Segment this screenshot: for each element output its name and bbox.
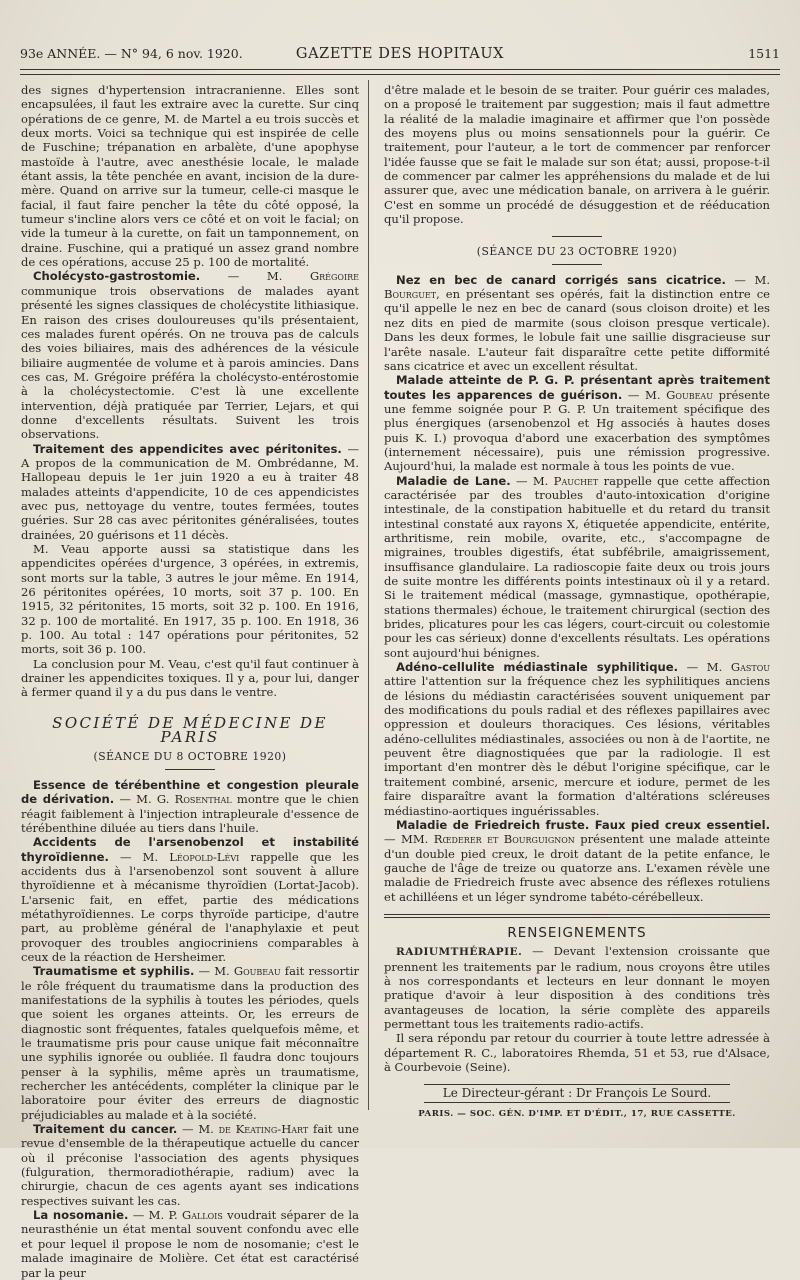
article-adeno-cellulite: Adéno-cellulite médiastinale syphilitique. — M. Gastou attire l'attention sur la fréquence chez les syphilitiques anciens de lésions du médiastin caractérisées souvent uniquement par des modifications du pouls radial et des réflexes papillaires avec oppression et douleurs thoraciques. Ces lésions, véritables adéno-cellulites médiastinales, associées ou non à de l'aortite, ne peuvent être diagnostiquées que par la radiologie. Il est important d'en montrer dès le début l'origine spécifique, car le traitement combiné, arsenic, mercure et iodure, permet de les faire disparaître avant la formation d'altérations scléreuses médiastino-aortiques inguérissables. <box>384 660 770 818</box>
section-rule-thin <box>384 917 770 918</box>
seance-date: (SÉANCE DU 8 OCTOBRE 1920) <box>93 750 287 764</box>
journal-title: GAZETTE DES HOPITAUX <box>295 46 505 62</box>
article-appendicites: Traitement des appendicites avec péritonites. — A propos de la communication de M. Ombrédanne, M. Hallopeau depuis le 1er juin 1920 a eu à traiter 48 malades atteints d'appendicite, 10 de ces appendicistes avec pus, nettoyage du ventre, toutes fermées, toutes guéries. Sur 28 cas avec péritonites généralisées, toutes drainées, 20 guérisons et 11 décès. <box>21 441 359 542</box>
column-divider <box>368 80 369 1110</box>
section-rule <box>552 264 602 265</box>
renseignement-contact: Il sera répondu par retour du courrier à toute lettre adressée à département R. C., laboratoires Rhemda, 51 et 53, rue d'Alsace, à Courbevoie (Seine). <box>384 1031 770 1074</box>
header-rule-thin <box>20 74 780 75</box>
paragraph-continuation: des signes d'hypertension intracranienne. Elles sont encapsulées, il faut les extraire avec la curette. Sur cinq opérations de ce genre, M. de Martel a eu trois succès et deux morts. Voici sa technique qui est inspirée de celle de Fuschine; trépanation en arbalète, d'une apophyse mastoïde à l'autre, avec anesthésie locale, le malade étant assis, la tête penchée en avant, incision de la dure-mère. Quand on arrive sur la tumeur, celle-ci masque le facial, il faut faire pencher la tête du côté opposé, la tumeur s'incline alors vers ce côté et on voit le facial; on vide la tumeur à la curette, on fait un tamponnement, on draine. Fuschine, qui a pratiqué un assez grand nombre de ces opérations, accuse 25 p. 100 de mortalité. <box>21 83 359 270</box>
article-nez: Nez en bec de canard corrigés sans cicatrice. — M. Bourguet, en présentant ses opérés, fait la distinction entre ce qu'il appelle le nez en bec de canard (sous cloison droite) et les nez dits en pied de marmite (sous cloison presque verticale). Dans les deux formes, le lobule fait une saillie disgracieuse sur l'arête nasale. L'auteur fait disparaître cette petite difformité sans cicatrice et avec un excellent résultat. <box>384 272 770 373</box>
article-nosomanie: La nosomanie. — M. P. Gallois voudrait séparer de la neurasthénie un état mental souvent confondu avec elle et pour lequel il propose le nom de nosomanie; c'est le malade imaginaire de Molière. Cet état est caractérisé par la peur <box>21 1208 359 1280</box>
paragraph-veau-statistics: M. Veau apporte aussi sa statistique dans les appendicites opérées d'urgence, 3 opérées, in extremis, sont morts sur la table, 3 autres le jour même. En 1914, 26 péritonites opérées, 10 morts, soit 37 p. 100. En 1915, 32 péritonites, 15 morts, soit 32 p. 100. En 1916, 32 p. 100 de mortalité. En 1917, 35 p. 100. En 1918, 36 p. 100. Au total : 147 opérations pour péritonites, 52 morts, soit 36 p. 100. <box>21 542 359 657</box>
right-column <box>384 83 770 1121</box>
section-rule-thick <box>384 914 770 915</box>
page-number: 1511 <box>748 46 780 61</box>
seance-date-2: (SÉANCE DU 23 OCTOBRE 1920) <box>476 245 678 259</box>
left-column <box>21 83 359 1280</box>
article-cholecysto: Cholécysto-gastrostomie. — M. Grégoire communique trois observations de malades ayant présenté les signes classiques de cholécystite lithiasique. En raison des crises douloureuses qu'ils présentaient, ces malades furent opérés. On ne trouva pas de calculs des voies biliaires, mais des adhérences de la vésicule biliaire augmentée de volume et à parois amincies. Dans ces cas, M. Grégoire préféra la cholécysto-entérostomie à la cholécystectomie. C'est là une excellente intervention, déjà pratiquée par Terrier, Lejars, et qui donne d'excellents résultats. Suivent les trois observations. <box>21 269 359 442</box>
renseignements-heading: RENSEIGNEMENTS <box>507 924 647 941</box>
article-traumatisme: Traumatisme et syphilis. — M. Goubeau fait ressortir le rôle fréquent du traumatisme dans la production des manifestations de la syphilis à toutes les périodes, quels que soient les organes atteints. Or, les erreurs de diagnostic sont fréquentes, fatales quelquefois même, et le traumatisme pris pour cause unique fait méconnaître une syphilis ignorée ou oubliée. Il faudra donc toujours penser à la syphilis, même après un traumatisme, rechercher les antécédents, compléter la clinique par le laboratoire pour éviter des erreurs de diagnostic préjudiciables au malade et à la société. <box>21 964 359 1122</box>
issue-info: 93e ANNÉE. — N° 94, 6 nov. 1920. <box>20 46 243 61</box>
society-title: SOCIÉTÉ DE MÉDECINE DE PARIS <box>52 713 328 747</box>
paragraph-continuation-right: d'être malade et le besoin de se traiter. Pour guérir ces malades, on a proposé le traitement par suggestion; mais il faut admettre la réalité de la maladie imaginaire et affirmer que l'on possède des moyens plus ou moins sensationnels pour la guérir. Ce traitement, pour l'auteur, a le tort de commencer par renforcer l'idée fausse que se fait le malade sur son état; aussi, propose-t-il de commencer par calmer les appréhensions du malade et de lui assurer que, avec une médication banale, on arrivera à le guérir. C'est en somme un procédé de désuggestion et de rééducation qu'il propose. <box>384 83 770 227</box>
article-arsenobenzol: Accidents de l'arsenobenzol et instabilité thyroïdienne. — M. Léopold-Lévi rappelle que les accidents dus à l'arsenobenzol sont souvent à allure thyroïdienne et à mécanisme thyroïdien (Lortat-Jacob). L'arsenic fait, en effet, partie des médications métathyroïdiennes. Le corps thyroïde participe, d'autre part, au problème général de l'anaphylaxie et peut provoquer des troubles angiocriniens comparables à ceux de la réaction de Hersheimer. <box>21 835 359 964</box>
section-rule <box>165 769 215 770</box>
paragraph-veau-conclusion: La conclusion pour M. Veau, c'est qu'il faut continuer à drainer les appendicites toxiques. Il y a, pour lui, danger à fermer quand il y a du pus dans le ventre. <box>21 656 359 700</box>
article-friedreich: Maladie de Friedreich fruste. Faux pied creux essentiel. — MM. Rœderer et Bourguignon présentent une malade atteinte d'un double pied creux, le droit datant de la petite enfance, le gauche de l'âge de treize ou quatorze ans. L'examen révèle une maladie de Friedreich fruste avec absence des réflexes rotuliens et achilléens et un léger syndrome tabéto-cérébelleux. <box>384 817 771 904</box>
section-rule <box>552 236 602 237</box>
header-rule <box>20 69 780 70</box>
directeur-gerant: Le Directeur-gérant : Dr François Le Sourd. <box>424 1084 730 1102</box>
article-lane: Maladie de Lane. — M. Pauchet rappelle que cette affection caractérisée par des troubles d'auto-intoxication d'origine intestinale, de la constipation habituelle et du retard du transit intestinal constaté aux rayons X, étiquetée appendicite, entérite, arthritisme, rein mobile, ovarite, etc., s'accompagne de migraines, troubles digestifs, état subfébrile, amaigrissement, insuffisance glandulaire. La radioscopie faite deux ou trois jours de suite montre les différents points intestinaux où il y a retard. Si le traitement médical (massage, gymnastique, opothérapie, stations thermales) échoue, le traitement chirurgical (section des brides, plicatures pour les cas légers, court-circuit ou colestomie pour les cas sérieux) donne d'excellents résultats. Les opérations sont aujourd'hui bénignes. <box>384 473 771 660</box>
article-cancer: Traitement du cancer. — M. de Keating-Hart fait une revue d'ensemble de la thérapeutique actuelle du cancer où il préconise l'association des agents physiques (fulguration, thermoradiothérapie, radium) avec la chirurgie, chacun de ces agents ayant ses indications respectives suivant les cas. <box>21 1122 360 1208</box>
article-pgp: Malade atteinte de P. G. P. présentant après traitement toutes les apparences de guérison. — M. Goubeau présente une femme soignée pour P. G. P. Un traitement spécifique des plus énergiques (arsenobenzol et Hg associés à hautes doses puis K. I.) provoqua d'abord une exacerbation des symptômes (internement nécessaire), puis une rémission progressive. Aujourd'hui, la malade est normale à tous les points de vue. <box>384 373 770 474</box>
page-header <box>20 46 780 66</box>
printer-imprint: PARIS. — SOC. GÉN. D'IMP. ET D'ÉDIT., 17, RUE CASSETTE. <box>418 1108 736 1119</box>
article-terebenthine: Essence de térébenthine et congestion pleurale de dérivation. — M. G. Rosenthal montre que le chien réagit faiblement à l'injection intrapleurale d'essence de térébenthine diluée au tiers dans l'huile. <box>21 777 359 835</box>
renseignement-radium: RADIUMTHÉRAPIE. — Devant l'extension croissante que prennent les traitements par le radium, nous croyons être utiles à nos correspondants et lecteurs en leur donnant le moyen pratique d'avoir à leur disposition à des conditions très avantageuses de location, la série complète des appareils permettant tous les traitements radio-actifs. <box>384 944 771 1031</box>
